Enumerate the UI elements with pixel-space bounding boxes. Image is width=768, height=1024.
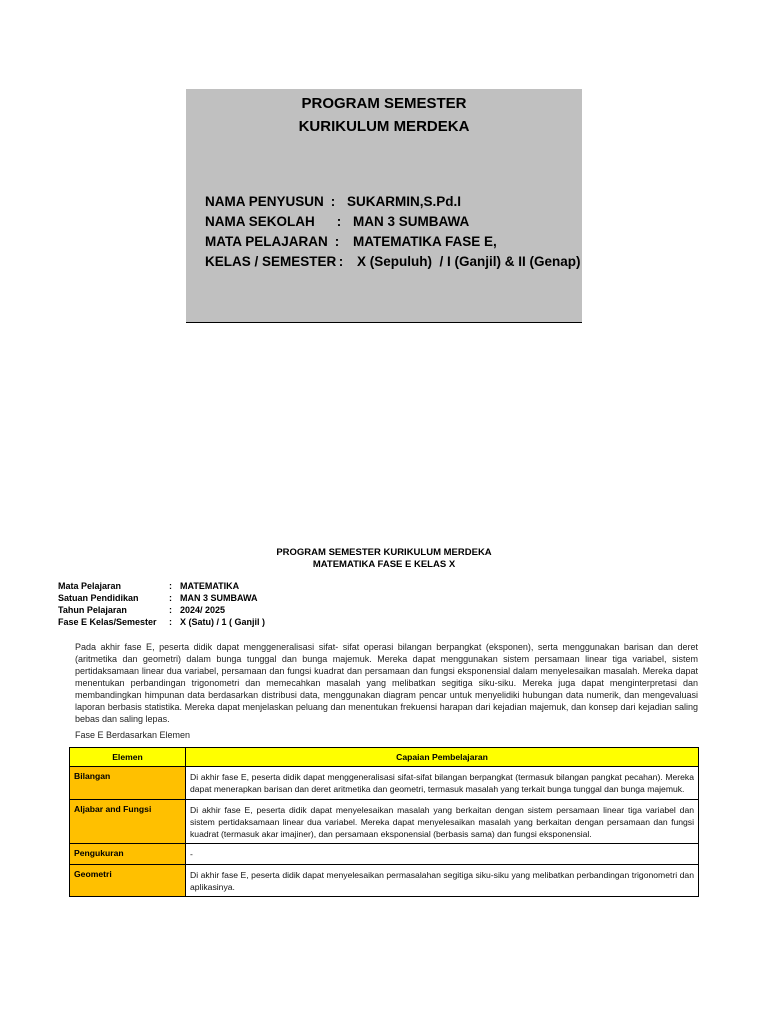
cover-label: NAMA PENYUSUN	[205, 194, 324, 209]
capaian-table	[69, 747, 699, 897]
cover-separator: :	[330, 194, 336, 209]
cover-separator: :	[334, 234, 340, 249]
cover-value: MATEMATIKA FASE E,	[353, 234, 497, 249]
meta-row-fase	[58, 616, 265, 628]
elemen-cell: Geometri	[70, 864, 186, 897]
meta-value: MATEMATIKA	[180, 581, 240, 591]
cover-box	[186, 89, 582, 323]
doc-title-line2: MATEMATIKA FASE E KELAS X	[312, 559, 456, 570]
doc-title-line1: PROGRAM SEMESTER KURIKULUM MERDEKA	[276, 547, 492, 558]
cover-separator: :	[336, 214, 342, 229]
meta-label: Tahun Pelajaran	[58, 605, 127, 615]
table-row	[70, 864, 699, 897]
cover-label: NAMA SEKOLAH	[205, 214, 315, 229]
capaian-cell: Di akhir fase E, peserta didik dapat menyelesaikan permasalahan segitiga siku-siku yang melibatkan perbandingan trigonometri dan aplikasinya.	[186, 864, 699, 897]
meta-label: Mata Pelajaran	[58, 581, 122, 591]
cover-value: X (Sepuluh) / I (Ganjil) & II (Genap)	[357, 254, 581, 269]
elemen-cell: Pengukuran	[70, 844, 186, 864]
meta-value: 2024/ 2025	[180, 605, 226, 615]
meta-label: Satuan Pendidikan	[58, 593, 139, 603]
meta-separator: :	[169, 605, 172, 615]
elemen-cell: Bilangan	[70, 767, 186, 800]
table-row	[70, 844, 699, 864]
cover-label: MATA PELAJARAN	[205, 234, 328, 249]
capaian-cell: -	[186, 844, 699, 864]
cover-row-kelas	[190, 239, 581, 284]
capaian-cell: Di akhir fase E, peserta didik dapat menggeneralisasi sifat-sifat bilangan berpangkat (termasuk bilangan pangkat pecahan). Mereka dapat menerapkan barisan dan deret aritmetika dan geometri, termasuk masalah yang terkait bunga tunggal dan bunga majemuk.	[186, 767, 699, 800]
meta-row-mapel	[58, 580, 265, 592]
cover-title-line2: KURIKULUM MERDEKA	[298, 118, 470, 135]
header-elemen: Elemen	[70, 748, 186, 767]
meta-label: Fase E Kelas/Semester	[58, 617, 157, 627]
meta-separator: :	[169, 593, 172, 603]
cover-value: SUKARMIN,S.Pd.I	[347, 194, 462, 209]
learning-outcome-paragraph: Pada akhir fase E, peserta didik dapat menggeneralisasi sifat- sifat operasi bilangan berpangkat (eksponen), serta menggunakan barisan dan deret (aritmetika dan geometri) dalam bunga tunggal dan bunga majemuk. Mereka dapat menggunakan sistem persamaan linear tiga variabel, sistem pertidaksamaan linear dua variabel, persamaan dan fungsi kuadrat dan persamaan dan fungsi eksponensial dalam menyelesaikan masalah. Mereka dapat menentukan perbandingan trigonometri dan memecahkan masalah yang melibatkan segitiga siku-siku. Mereka juga dapat menginterpretasi dan membandingkan himpunan data berdasarkan distribusi data, menggunakan diagram pencar untuk menyelidiki hubungan data numerik, dan mengevaluasi laporan berbasis statistika. Mereka dapat menjelaskan peluang dan menentukan frekuensi harapan dari kejadian majemuk, dan konsep dari kejadian saling bebas dan saling lepas.	[75, 642, 698, 724]
table-header-row	[70, 748, 699, 767]
meta-separator: :	[169, 617, 172, 627]
cover-separator: :	[338, 254, 344, 269]
meta-row-tahun	[58, 604, 265, 616]
elemen-cell: Aljabar and Fungsi	[70, 799, 186, 844]
meta-value: MAN 3 SUMBAWA	[180, 593, 258, 603]
cover-title-line1: PROGRAM SEMESTER	[301, 95, 467, 112]
element-subheading: Fase E Berdasarkan Elemen	[75, 730, 191, 740]
meta-block	[58, 580, 265, 628]
meta-separator: :	[169, 581, 172, 591]
table-row	[70, 799, 699, 844]
table-row	[70, 767, 699, 800]
meta-value: X (Satu) / 1 ( Ganjil )	[180, 617, 266, 627]
capaian-cell: Di akhir fase E, peserta didik dapat menyelesaikan masalah yang berkaitan dengan sistem persamaan linear tiga variabel dan sistem pertidaksamaan linear dua variabel. Mereka dapat menyelesaikan masalah yang berkaitan dengan persamaan dan fungsi kuadrat (termasuk akar imajiner), dan persamaan eksponensial (berbasis sama) dan fungsi eksponensial.	[186, 799, 699, 844]
meta-row-satuan	[58, 592, 265, 604]
header-capaian: Capaian Pembelajaran	[186, 748, 699, 767]
cover-label: KELAS / SEMESTER	[205, 254, 337, 269]
cover-value: MAN 3 SUMBAWA	[353, 214, 470, 229]
